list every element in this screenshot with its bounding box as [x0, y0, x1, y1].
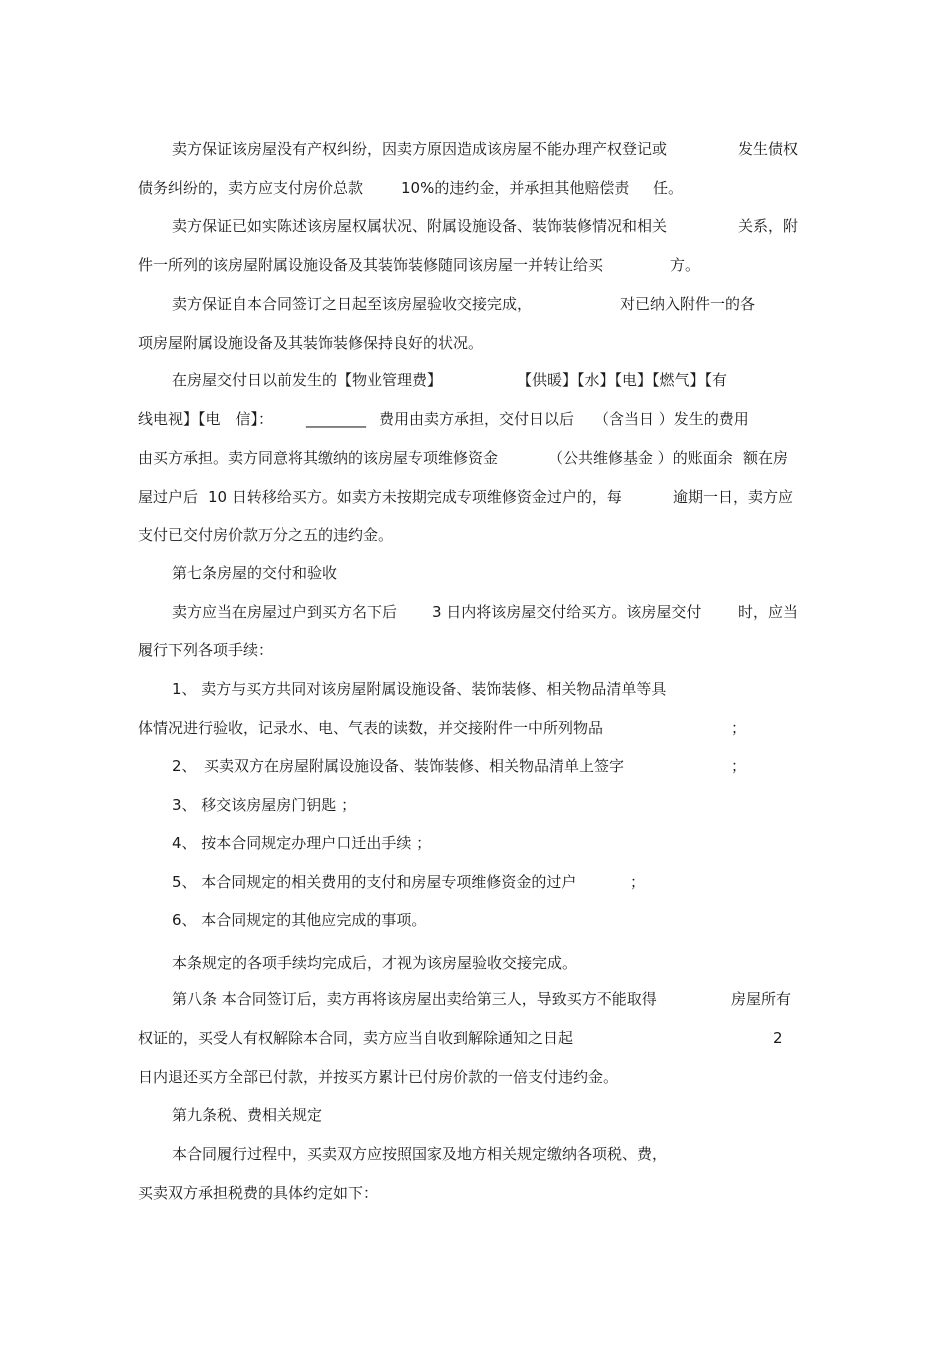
text-segment: ；	[731, 719, 747, 737]
text-segment: 【供暖】【水】【电】【燃气】【有	[517, 371, 728, 389]
text-segment: 第七条房屋的交付和验收	[172, 564, 338, 582]
text-segment: 卖方保证自本合同签订之日起至该房屋验收交接完成，	[172, 295, 533, 313]
text-segment: 本合同履行过程中，买卖双方应按照国家及地方相关规定缴纳各项税、费，	[172, 1145, 668, 1163]
text-segment: 债务纠纷的，卖方应支付房价总款	[138, 179, 364, 197]
blank-line: ________	[306, 410, 366, 428]
list-item	[0, 756, 747, 776]
text-segment: 本条规定的各项手续均完成后，才视为该房屋验收交接完成。	[172, 954, 578, 972]
text-segment: 第九条税、费相关规定	[172, 1106, 323, 1124]
text-segment: 逾期一日，卖方应	[673, 488, 794, 506]
text-line	[0, 1144, 668, 1164]
text-segment: 2、	[172, 757, 197, 775]
text-segment: ；	[731, 757, 747, 775]
text-line	[0, 525, 394, 545]
text-segment: （公共维修基金 ）的账面余	[548, 449, 733, 467]
text-line	[0, 370, 728, 390]
text-line	[0, 255, 701, 275]
text-segment: 线电视】【电 信】：	[138, 410, 274, 428]
text-segment: 10 日转移给买方。如卖方未按期完成专项维修资金过户的，每	[208, 488, 622, 506]
text-segment: 由买方承担。卖方同意将其缴纳的该房屋专项维修资金	[138, 449, 499, 467]
text-segment: 3 日内将该房屋交付给买方。该房屋交付	[432, 603, 702, 621]
text-line	[0, 139, 799, 159]
text-segment: 体情况进行验收，记录水、电、气表的读数，并交接附件一中所列物品	[138, 719, 604, 737]
text-line	[0, 333, 484, 353]
text-line	[0, 1183, 379, 1203]
list-item	[0, 795, 357, 815]
text-segment: 权证的，买受人有权解除本合同，卖方应当自收到解除通知之日起	[138, 1029, 574, 1047]
text-line	[0, 602, 799, 622]
text-segment: 关系，附	[738, 217, 799, 235]
text-segment: 屋过户后	[138, 488, 199, 506]
text-segment: ；	[630, 873, 646, 891]
text-segment: 支付已交付房价款万分之五的违约金。	[138, 526, 394, 544]
text-segment: 2	[773, 1029, 783, 1047]
text-segment: 买卖双方在房屋附属设施设备、装饰装修、相关物品清单上签字	[204, 757, 625, 775]
text-segment: 日内退还买方全部已付款，并按买方累计已付房价款的一倍支付违约金。	[138, 1068, 619, 1086]
text-segment: 额在房	[743, 449, 789, 467]
text-segment: 对已纳入附件一的各	[620, 295, 756, 313]
section-heading	[0, 563, 338, 583]
text-segment: 费用由卖方承担，交付日以后	[379, 410, 575, 428]
text-line	[0, 178, 684, 198]
text-segment: 房屋所有	[731, 990, 792, 1008]
text-segment: 3、 移交该房屋房门钥匙 ；	[172, 796, 357, 814]
text-segment: 卖方保证已如实陈述该房屋权属状况、附属设施设备、装饰装修情况和相关	[172, 217, 668, 235]
list-item	[0, 910, 427, 930]
text-segment: 时，应当	[738, 603, 799, 621]
list-item	[0, 872, 646, 892]
text-line	[0, 718, 747, 738]
text-line	[0, 487, 794, 507]
text-segment: 履行下列各项手续：	[138, 641, 274, 659]
text-line	[0, 448, 789, 468]
text-segment: 项房屋附属设施设备及其装饰装修保持良好的状况。	[138, 334, 484, 352]
text-segment: 任。	[653, 179, 684, 197]
text-segment: （含当日 ）发生的费用	[594, 410, 749, 428]
text-line	[0, 953, 578, 973]
section-heading	[0, 1105, 323, 1125]
text-segment: 发生债权	[738, 140, 799, 158]
text-segment: 5、 本合同规定的相关费用的支付和房屋专项维修资金的过户	[172, 873, 577, 891]
text-line	[0, 1067, 619, 1087]
text-segment: 件一所列的该房屋附属设施设备及其装饰装修随同该房屋一并转让给买	[138, 256, 604, 274]
section-heading	[0, 989, 792, 1009]
text-segment: 第八条 本合同签订后，卖方再将该房屋出卖给第三人，导致买方不能取得	[172, 990, 657, 1008]
text-line	[0, 1028, 783, 1048]
text-line	[0, 216, 799, 236]
text-segment: 10%的违约金，并承担其他赔偿责	[401, 179, 630, 197]
text-segment: 6、 本合同规定的其他应完成的事项。	[172, 911, 427, 929]
text-segment: 在房屋交付日以前发生的【物业管理费】	[172, 371, 443, 389]
text-segment: 4、 按本合同规定办理户口迁出手续 ；	[172, 834, 432, 852]
text-line	[0, 640, 274, 660]
text-segment: 方。	[670, 256, 701, 274]
list-item	[0, 833, 432, 853]
text-segment: 买卖双方承担税费的具体约定如下：	[138, 1184, 379, 1202]
text-line	[0, 294, 756, 314]
text-segment: 1、 卖方与买方共同对该房屋附属设施设备、装饰装修、相关物品清单等具	[172, 680, 667, 698]
text-segment: 卖方应当在房屋过户到买方名下后	[172, 603, 398, 621]
text-segment: 卖方保证该房屋没有产权纠纷，因卖方原因造成该房屋不能办理产权登记或	[172, 140, 668, 158]
list-item	[0, 679, 667, 699]
text-line	[0, 409, 749, 429]
